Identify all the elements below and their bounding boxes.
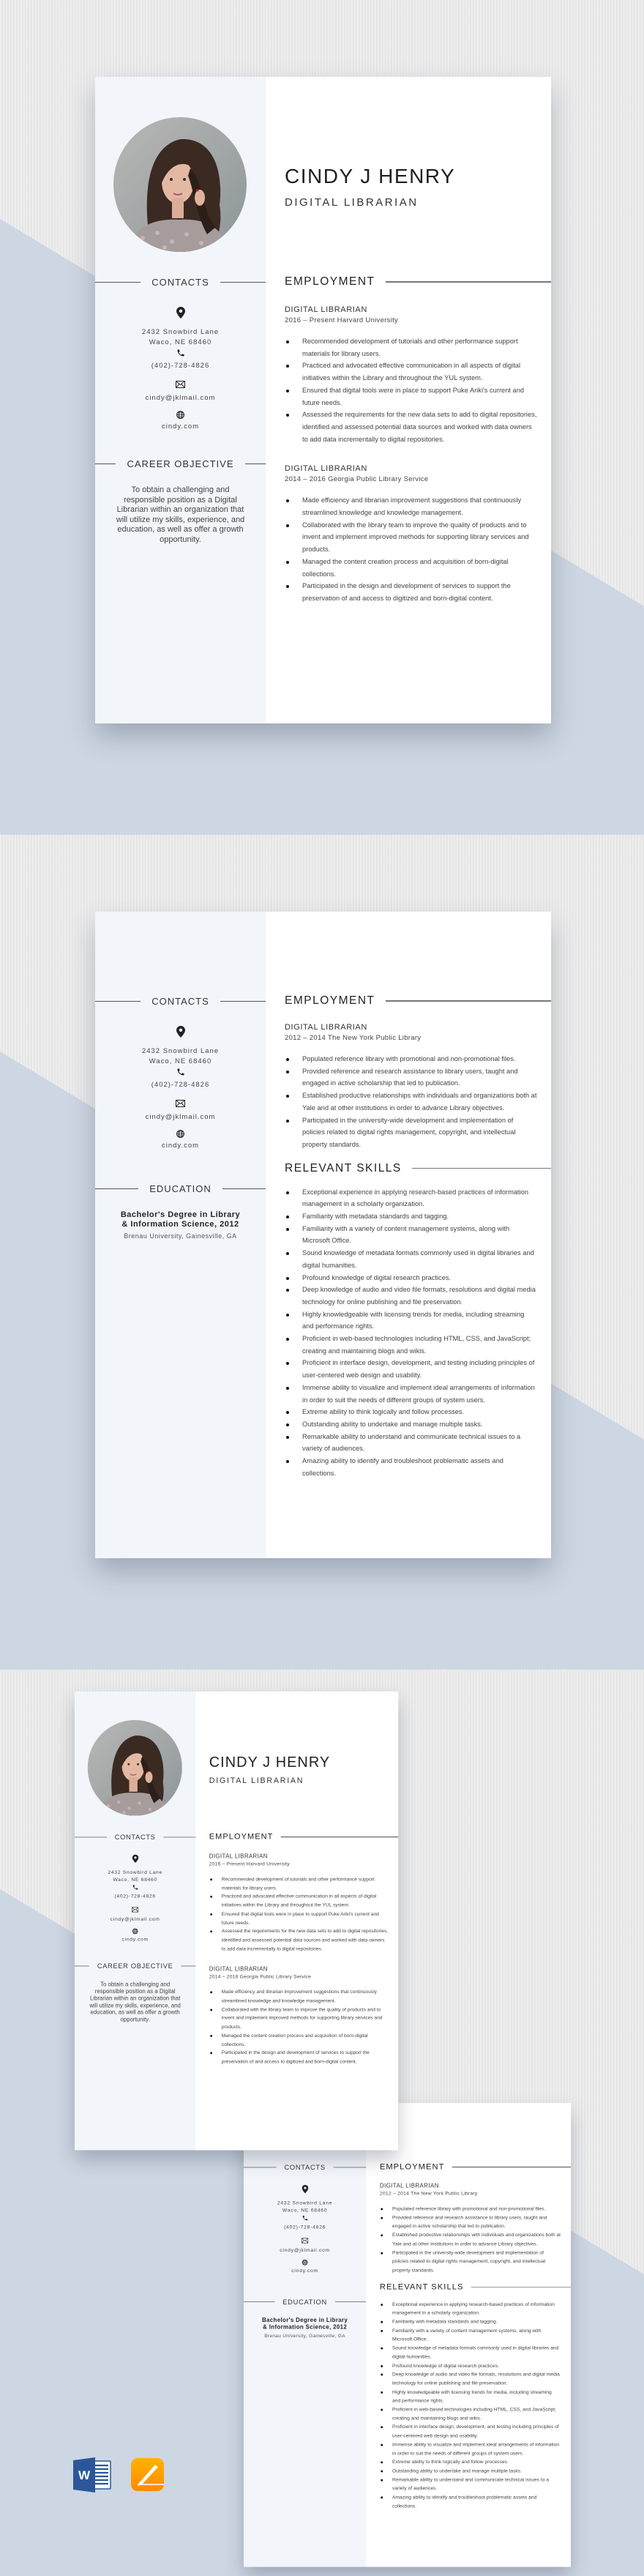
bullet-item: Proficient in web-based technologies including HTML, CSS, and JavaScript; creating and maintaining blogs and wikis. (285, 1333, 537, 1357)
employment-list (285, 305, 537, 605)
phone-number: (402)-728-4826 (151, 1081, 210, 1089)
bullet-item: Populated reference library with promotional and non-promotional files. (285, 1053, 537, 1065)
divider (412, 1168, 551, 1169)
heading-text: CAREER OBJECTIVE (127, 458, 234, 469)
candidate-title: DIGITAL LIBRARIAN (285, 196, 419, 209)
job-dates-employer: 2014 – 2016 Georgia Public Library Service (209, 1974, 312, 1981)
phone-icon (132, 1884, 138, 1891)
bullet-item: Extreme ability to think logically and follow processes. (380, 2458, 561, 2467)
email-link[interactable]: cindy@jklmail.com (280, 2247, 330, 2254)
bullet-item: Proficient in web-based technologies including HTML, CSS, and JavaScript; creating and maintaining blogs and wikis. (380, 2405, 561, 2423)
resume-page-1 (95, 77, 551, 723)
employment-heading (209, 1832, 398, 1842)
bullet-item: Familiarity with a variety of content management systems, along with Microsoft Office. (285, 1223, 537, 1247)
job-dates-employer: 2016 – Present Harvard University (209, 1861, 290, 1867)
career-objective-text: To obtain a challenging and responsible position as a Digital Librarian within an organization that will utilize my skills, experience, and education, as well as offer a growth opportunity. (89, 1981, 181, 2023)
job-bullets (285, 335, 537, 445)
bullet-item: Exceptional experience in applying research-based practices of information management in a scholarly organization. (380, 2300, 561, 2318)
job-entry (285, 464, 537, 604)
job-bullets (380, 2204, 561, 2274)
globe-icon (176, 411, 184, 419)
heading-text: EDUCATION (282, 2297, 327, 2306)
globe-icon (132, 1929, 138, 1935)
globe-icon (176, 1130, 184, 1138)
website-link[interactable]: cindy.com (161, 1142, 200, 1150)
svg-text:W: W (78, 2468, 91, 2482)
skills-heading (380, 2282, 571, 2292)
candidate-name: CINDY J HENRY (209, 1754, 331, 1771)
bullet-item: Deep knowledge of audio and video file formats, resolutions and digital media technology for online publishing and file preservation. (380, 2370, 561, 2388)
bullet-item: Established productive relationships with individuals and organizations both at Yale and at other institutions in order to advance Library objectives. (380, 2230, 561, 2248)
bullet-item: Collaborated with the library team to improve the quality of products and to invent and implement improved methods for supporting library services and products. (209, 2005, 389, 2031)
degree-line: Bachelor's Degree in Library (120, 1210, 241, 1219)
divider (220, 282, 266, 283)
bullet-item: Highly knowledgeable with licensing trends for media, including streaming and performance rights. (285, 1309, 537, 1333)
degree-line: Bachelor's Degree in Library (261, 2317, 348, 2324)
preview-section-page-1 (0, 0, 644, 835)
employment-heading (380, 2162, 571, 2172)
phone-icon (176, 1068, 185, 1076)
email-icon (176, 381, 185, 388)
school: Brenau University, Gainesville, GA (124, 1232, 237, 1240)
employment-heading (285, 994, 551, 1008)
heading-text: EMPLOYMENT (285, 994, 375, 1007)
phone-number: (402)-728-4826 (284, 2224, 326, 2230)
phone-icon (302, 2215, 308, 2222)
employment-heading (285, 275, 551, 289)
candidate-name: CINDY J HENRY (285, 165, 456, 187)
email-link[interactable]: cindy@jklmail.com (145, 1113, 216, 1121)
website-link[interactable]: cindy.com (161, 422, 200, 431)
heading-text: CAREER OBJECTIVE (97, 1962, 173, 1970)
heading-text: RELEVANT SKILLS (285, 1161, 402, 1175)
email-icon (132, 1907, 138, 1912)
microsoft-word-icon[interactable] (73, 2457, 111, 2493)
job-dates-employer: 2014 – 2016 Georgia Public Library Service (285, 475, 429, 484)
job-entry (285, 1022, 537, 1151)
bullet-item: Amazing ability to identify and troubleshoot problematic assets and collections. (380, 2493, 561, 2510)
bullet-item: Populated reference library with promotional and non-promotional files. (380, 2204, 561, 2213)
contacts-heading (75, 1832, 195, 1842)
bullet-item: Extreme ability to think logically and follow processes. (285, 1406, 537, 1418)
heading-text: RELEVANT SKILLS (379, 2282, 464, 2292)
contacts-block (75, 1855, 195, 1943)
bullet-item: Established productive relationships with individuals and organizations both at Yale and at other institutions in order to advance Library objectives. (285, 1090, 537, 1114)
skills-bullets (380, 2300, 561, 2511)
bullet-item: Remarkable ability to understand and communicate technical issues to a variety of audiences. (285, 1431, 537, 1455)
bullet-item: Made efficiency and librarian improvement suggestions that continuously streamlined knowledge and knowledge management. (209, 1988, 389, 2006)
job-title: DIGITAL LIBRARIAN (285, 305, 367, 314)
bullet-item: Assessed the requirements for the new data sets to add to digital repositories, identified and assessed potential data sources and worked with data owners to add data incrementally to digital repositories. (285, 409, 537, 445)
heading-text: EDUCATION (149, 1183, 211, 1194)
job-dates-employer: 2016 – Present Harvard University (285, 316, 399, 324)
email-icon (302, 2238, 308, 2243)
career-objective-heading (75, 1961, 195, 1971)
divider (95, 282, 141, 283)
apple-pages-icon[interactable] (131, 2458, 164, 2491)
candidate-title: DIGITAL LIBRARIAN (209, 1776, 304, 1785)
contacts-block (244, 2185, 366, 2275)
career-objective-heading (95, 456, 266, 471)
bullet-item: Outstanding ability to undertake and manage multiple tasks. (380, 2466, 561, 2475)
address-line: 2432 Snowbird Lane (277, 2200, 333, 2206)
job-title: DIGITAL LIBRARIAN (285, 464, 367, 474)
bullet-item: Practiced and advocated effective communication in all aspects of digital initiatives within the Library and throughout the YUL system. (285, 360, 537, 384)
employment-and-skills (380, 2182, 561, 2510)
job-title: DIGITAL LIBRARIAN (285, 1023, 367, 1032)
address-line: 2432 Snowbird Lane (141, 1047, 220, 1055)
bullet-item: Recommended development of tutorials and other performance support materials for library users. (285, 335, 537, 360)
contacts-heading (95, 275, 266, 289)
phone-icon (176, 349, 185, 357)
bullet-item: Managed the content creation process and acquisition of born-digital collections. (285, 556, 537, 580)
bullet-item: Proficient in interface design, development, and testing including principles of user-centered web design and usability. (285, 1357, 537, 1381)
bullet-item: Immense ability to visualize and implement ideal arrangements of information in order to suit the needs of different groups of system users. (380, 2441, 561, 2458)
job-bullets (285, 1053, 537, 1151)
divider (386, 281, 551, 283)
location-pin-icon (132, 1855, 138, 1863)
job-bullets (285, 494, 537, 604)
bullet-item: Participated in the university-wide development and implementation of policies related to digital rights management, copyright, and intellectual property standards. (285, 1114, 537, 1151)
divider (220, 1001, 266, 1002)
divider (95, 1188, 138, 1189)
education-heading (244, 2296, 366, 2307)
divider (244, 2301, 274, 2302)
bullet-item: Provided reference and research assistance to library users, taught and engaged in active scholarship that led to publication. (285, 1065, 537, 1090)
location-pin-icon (302, 2185, 308, 2193)
bullet-item: Ensured that digital tools were in place to support Puke Ariki's current and future needs. (285, 384, 537, 409)
employment-list (209, 1853, 389, 2066)
bullet-item: Familiarity with metadata standards and tagging. (285, 1210, 537, 1223)
job-title: DIGITAL LIBRARIAN (379, 2183, 439, 2189)
location-pin-icon (176, 307, 185, 319)
divider (163, 1836, 195, 1837)
bullet-item: Highly knowledgeable with licensing trends for media, including streaming and performance rights. (380, 2388, 561, 2405)
bullet-item: Amazing ability to identify and troubleshoot problematic assets and collections. (285, 1455, 537, 1479)
bullet-item: Deep knowledge of audio and video file formats, resolutions and digital media technology for online publishing and file preservation. (285, 1284, 537, 1308)
profile-photo (113, 117, 247, 252)
divider (335, 2301, 366, 2302)
bullet-item: Provided reference and research assistance to library users, taught and engaged in active scholarship that led to publication. (380, 2213, 561, 2230)
employment-and-skills (285, 1022, 537, 1480)
heading-text: CONTACTS (114, 1833, 156, 1841)
bullet-item: Participated in the design and development of services to support the preservation of and access to digitized and born-digital content. (209, 2049, 389, 2066)
email-link[interactable]: cindy@jklmail.com (110, 1916, 160, 1923)
address-line: 2432 Snowbird Lane (141, 328, 220, 336)
job-entry (209, 1853, 389, 1953)
address-line: Waco, NE 68460 (282, 2207, 328, 2214)
school: Brenau University, Gainesville, GA (264, 2333, 345, 2339)
bullet-item: Outstanding ability to undertake and manage multiple tasks. (285, 1418, 537, 1431)
preview-section-overview (0, 1669, 644, 2576)
heading-text: EMPLOYMENT (379, 2162, 445, 2172)
job-entry (380, 2182, 561, 2274)
bullet-item: Proficient in interface design, development, and testing including principles of user-centered web design and usability. (380, 2423, 561, 2441)
bullet-item: Profound knowledge of digital research practices. (285, 1272, 537, 1284)
bullet-item: Ensured that digital tools were in place to support Puke Ariki's current and future needs. (209, 1910, 389, 1927)
job-entry (209, 1966, 389, 2066)
email-link[interactable]: cindy@jklmail.com (145, 394, 216, 402)
job-bullets (209, 1875, 389, 1953)
job-bullets (209, 1988, 389, 2066)
divider (75, 1836, 107, 1837)
resume-page-2 (95, 912, 551, 1558)
divider (386, 1000, 551, 1002)
address-line: Waco, NE 68460 (149, 338, 212, 346)
location-pin-icon (176, 1026, 185, 1038)
bullet-item: Remarkable ability to understand and communicate technical issues to a variety of audiences. (380, 2475, 561, 2493)
contacts-block (95, 1026, 266, 1151)
phone-number: (402)-728-4826 (151, 362, 210, 370)
contacts-heading (95, 994, 266, 1008)
skills-heading (285, 1161, 551, 1176)
contacts-block (95, 307, 266, 432)
job-dates-employer: 2012 – 2014 The New York Public Library (285, 1034, 422, 1042)
resume-page-1 (75, 1691, 398, 2150)
preview-section-page-2 (0, 835, 644, 1669)
website-link[interactable]: cindy.com (291, 2268, 318, 2274)
bullet-item: Participated in the university-wide development and implementation of policies related to digital rights management, copyright, and intellectual property standards. (380, 2248, 561, 2274)
divider (95, 1001, 141, 1002)
bullet-item: Sound knowledge of metadata formats commonly used in digital libraries and digital humanities. (380, 2344, 561, 2361)
globe-icon (302, 2260, 308, 2266)
bullet-item: Familiarity with a variety of content management systems, along with Microsoft Office. (380, 2326, 561, 2344)
degree-line: & Information Science, 2012 (263, 2324, 348, 2331)
website-link[interactable]: cindy.com (121, 1936, 149, 1943)
job-title: DIGITAL LIBRARIAN (209, 1966, 268, 1973)
heading-text: EMPLOYMENT (209, 1832, 274, 1842)
address-line: Waco, NE 68460 (113, 1877, 157, 1883)
degree-line: & Information Science, 2012 (121, 1220, 239, 1229)
skills-bullets (285, 1186, 537, 1480)
bullet-item: Practiced and advocated effective communication in all aspects of digital initiatives within the Library and throughout the YUL system. (209, 1892, 389, 1910)
profile-photo (88, 1720, 182, 1816)
education-block (95, 1210, 266, 1240)
address-line: Waco, NE 68460 (149, 1057, 212, 1065)
bullet-item: Immense ability to visualize and implement ideal arrangements of information in order to suit the needs of different groups of system users. (285, 1382, 537, 1406)
divider (181, 1965, 195, 1966)
heading-text: CONTACTS (151, 995, 209, 1007)
heading-text: EMPLOYMENT (285, 275, 375, 288)
bullet-item: Exceptional experience in applying research-based practices of information management in a scholarly organization. (285, 1186, 537, 1210)
resume-page-2 (244, 2103, 571, 2567)
contacts-heading (244, 2162, 366, 2172)
bullet-item: Familiarity with metadata standards and tagging. (380, 2318, 561, 2326)
email-icon (176, 1100, 185, 1107)
bullet-item: Managed the content creation process and acquisition of born-digital collections. (209, 2031, 389, 2049)
bullet-item: Recommended development of tutorials and other performance support materials for library users. (209, 1875, 389, 1892)
education-block (244, 2318, 366, 2339)
divider (222, 1188, 266, 1189)
job-dates-employer: 2012 – 2014 The New York Public Library (379, 2190, 478, 2197)
phone-number: (402)-728-4826 (114, 1893, 156, 1899)
divider (75, 1965, 89, 1966)
education-heading (95, 1181, 266, 1196)
divider (280, 1836, 398, 1837)
career-objective-text: To obtain a challenging and responsible position as a Digital Librarian within an organization that will utilize my skills, experience, and education, as well as offer a growth opportunity. (116, 485, 245, 544)
heading-text: CONTACTS (151, 276, 209, 288)
job-entry (285, 305, 537, 445)
address-line: 2432 Snowbird Lane (108, 1869, 162, 1876)
bullet-item: Participated in the design and development of services to support the preservation of and access to digitized and born-digital content. (285, 580, 537, 604)
bullet-item: Collaborated with the library team to improve the quality of products and to invent and implement improved methods for supporting library services and products. (285, 519, 537, 556)
job-title: DIGITAL LIBRARIAN (209, 1853, 268, 1860)
heading-text: CONTACTS (284, 2163, 326, 2171)
bullet-item: Assessed the requirements for the new data sets to add to digital repositories, identified and assessed potential data sources and worked with data owners to add data incrementally to digital repositories. (209, 1927, 389, 1954)
bullet-item: Sound knowledge of metadata formats commonly used in digital libraries and digital humanities. (285, 1247, 537, 1271)
bullet-item: Made efficiency and librarian improvement suggestions that continuously streamlined knowledge and knowledge management. (285, 494, 537, 518)
bullet-item: Profound knowledge of digital research practices. (380, 2361, 561, 2370)
